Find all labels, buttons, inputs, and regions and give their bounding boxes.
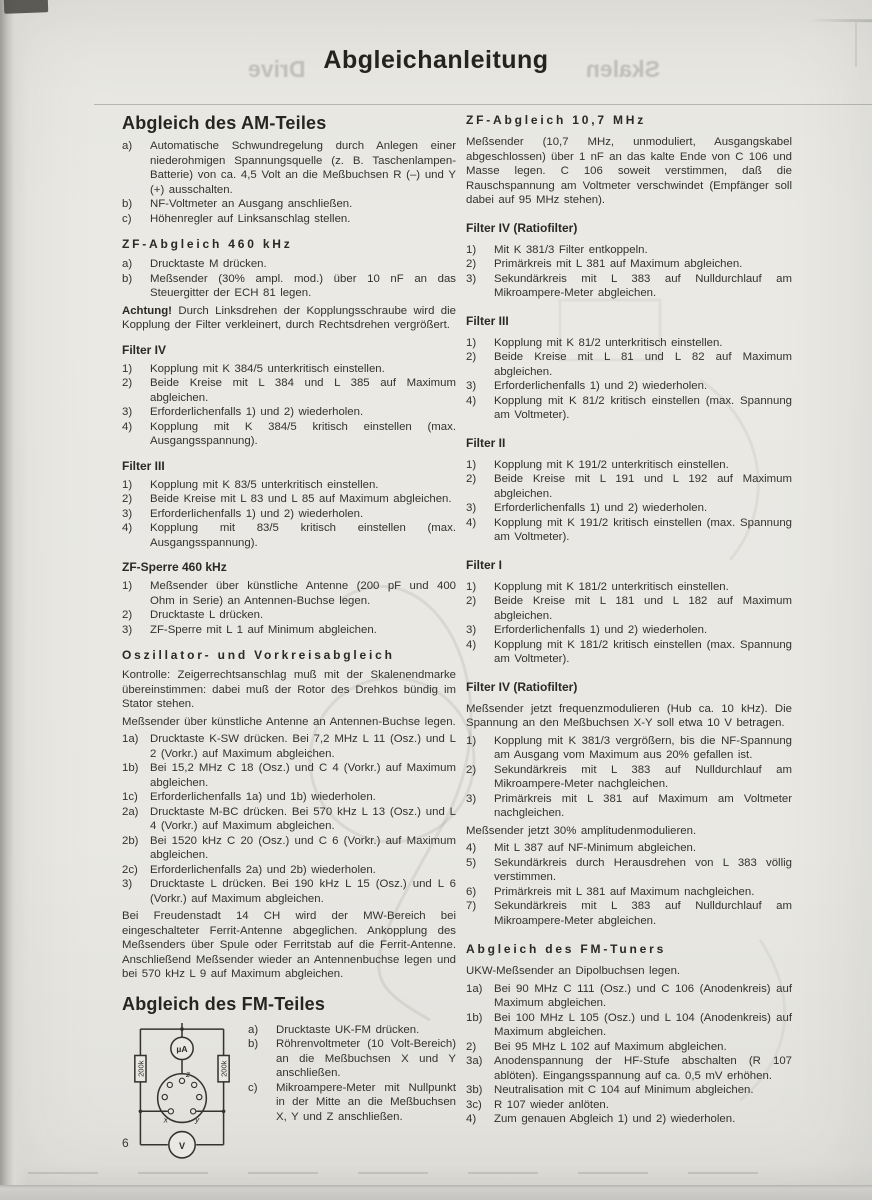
section-heading: Filter III: [466, 313, 509, 328]
list-item: [122, 732, 456, 761]
item-marker: 1): [122, 580, 133, 592]
item-marker: 3): [122, 623, 133, 636]
item-text: Drucktaste M drücken.: [150, 258, 267, 270]
item-text: Kopplung mit K 181/2 kritisch einstellen (max. Spannung am Voltmeter).: [494, 638, 792, 665]
item-text: Primärkreis mit L 381 auf Maximum nachgleichen.: [494, 885, 755, 898]
item-marker: 1a): [466, 982, 483, 995]
item-marker: c): [122, 212, 132, 225]
list-item: [466, 885, 792, 900]
resistor-left-label: 200k: [136, 1059, 146, 1077]
item-text: Kopplung mit K 384/5 unterkritisch einstellen.: [150, 362, 385, 375]
list-item: [122, 623, 456, 638]
list-item: [122, 420, 456, 449]
instruction-list: [122, 362, 456, 449]
item-text: Kopplung mit K 381/3 vergrößern, bis die NF-Spannung am Ausgang vom Maximum aus 20% gefallen ist.: [494, 734, 792, 761]
list-item: [466, 379, 792, 394]
list-item: [466, 336, 792, 351]
list-item: [466, 257, 792, 272]
list-item: [122, 492, 456, 507]
showthrough-word: Skalen: [585, 56, 660, 82]
section-heading: ZF-Abgleich 460 kHz: [122, 237, 293, 251]
item-marker: 2a): [122, 805, 139, 818]
instruction-list: [122, 478, 456, 551]
paragraph: Meßsender (10,7 MHz, unmoduliert, Ausgangskabel abgeschlossen) über 1 nF an das kalte Ende von C 106 und Masse legen. C 106 soweit verstimmen, daß die Rauschspannung am Voltmeter verschwindet (Empfänger soll dabei auf 95 MHz stehen).: [466, 136, 792, 206]
instruction-list: [466, 458, 792, 545]
item-marker: 1): [466, 243, 477, 256]
list-item: [122, 272, 456, 301]
item-marker: 2): [466, 258, 477, 270]
item-marker: 2): [122, 609, 133, 621]
instruction-list: [122, 257, 456, 301]
scan-scratch-line: [28, 1172, 798, 1174]
list-item: [122, 834, 456, 863]
item-marker: 4): [466, 394, 477, 407]
page-bottom-edge: [0, 1185, 872, 1200]
left-column: [122, 113, 456, 1168]
item-text: Neutralisation mit C 104 auf Minimum abgleichen.: [494, 1084, 754, 1096]
item-text: Erforderlichenfalls 2a) und 2b) wiederholen.: [150, 863, 376, 876]
item-marker: 4): [466, 1113, 477, 1125]
item-marker: 3): [122, 406, 133, 418]
paragraph: Meßsender über künstliche Antenne an Antennen-Buchse legen.: [122, 715, 456, 728]
list-item: [466, 1098, 792, 1113]
list-item: [122, 197, 456, 212]
item-marker: 1b): [466, 1011, 483, 1024]
list-item: [466, 982, 792, 1011]
list-item: [466, 1112, 792, 1127]
section-heading: Abgleich des FM-Tuners: [466, 942, 667, 956]
list-item: [248, 1023, 456, 1038]
item-text: Bei 1520 kHz C 20 (Osz.) und C 6 (Vorkr.) auf Maximum abgleichen.: [150, 834, 456, 861]
list-item: [248, 1037, 456, 1081]
item-text: Kopplung mit K 191/2 kritisch einstellen (max. Spannung am Voltmeter).: [494, 516, 792, 543]
list-item: [466, 763, 792, 792]
item-text: Beide Kreise mit L 181 und L 182 auf Maximum abgleichen.: [494, 595, 792, 622]
section-heading: ZF-Sperre 460 kHz: [122, 560, 227, 574]
list-item: [466, 623, 792, 638]
item-marker: 3): [466, 272, 477, 285]
item-marker: 3): [466, 380, 477, 392]
item-marker: 3): [122, 507, 133, 520]
list-item: [122, 579, 456, 608]
item-text: Sekundärkreis mit L 383 auf Nulldurchlauf am Mikroampere-Meter nachgleichen.: [494, 763, 792, 790]
section-heading: Oszillator- und Vorkreisabgleich: [122, 648, 395, 662]
list-item: [122, 790, 456, 805]
item-text: Mit L 387 auf NF-Minimum abgleichen.: [494, 842, 697, 854]
item-text: Erforderlichenfalls 1) und 2) wiederholen.: [494, 380, 708, 392]
section-heading: ZF-Abgleich 10,7 MHz: [466, 113, 647, 127]
list-item: [122, 478, 456, 493]
item-marker: 3): [466, 792, 477, 805]
page-fold-horizontal: [808, 19, 872, 22]
list-item: [466, 638, 792, 667]
item-text: Erforderlichenfalls 1) und 2) wiederholen.: [150, 507, 364, 520]
item-text: Erforderlichenfalls 1) und 2) wiederholen.: [150, 406, 364, 418]
voltmeter-label: V: [178, 1140, 186, 1151]
item-marker: 3a): [466, 1055, 483, 1067]
item-marker: 4): [466, 842, 477, 854]
item-marker: 2): [466, 595, 477, 607]
instruction-list: [122, 732, 456, 906]
list-item: [122, 257, 456, 272]
gutter-shadow: [0, 0, 30, 1200]
item-marker: 1): [466, 580, 477, 593]
instruction-list: [466, 243, 792, 301]
item-marker: b): [122, 272, 133, 285]
figure-items: [248, 1021, 456, 1125]
instruction-list: [466, 841, 792, 928]
item-text: Drucktaste L drücken.: [150, 609, 264, 621]
item-text: Mikroampere-Meter mit Nullpunkt in der Mitte an die Meßbuchsen X, Y und Z anschließen.: [276, 1081, 456, 1123]
item-text: Erforderlichenfalls 1a) und 1b) wiederholen.: [150, 791, 376, 803]
item-text: Bei 15,2 MHz C 18 (Osz.) und C 4 (Vorkr.) auf Maximum abgleichen.: [150, 762, 456, 789]
item-marker: 4): [122, 522, 133, 534]
item-text: Primärkreis mit L 381 auf Maximum abgleichen.: [494, 258, 743, 270]
item-marker: 2): [466, 351, 477, 363]
item-text: Automatische Schwundregelung durch Anlegen einer niederohmigen Spannungsquelle (z. B. Taschenlampen-Batterie) von ca. 4,5 Volt an die Meßbuchsen R (–) und Y (+) ausschalten.: [150, 140, 456, 196]
list-item: [466, 501, 792, 516]
list-item: [122, 139, 456, 197]
list-item: [466, 580, 792, 595]
section-heading: Filter IV: [122, 342, 167, 357]
item-marker: 4): [466, 638, 477, 651]
list-item: [466, 899, 792, 928]
list-item: [466, 1011, 792, 1040]
item-text: Kopplung mit K 81/2 kritisch einstellen (max. Spannung am Voltmeter).: [494, 394, 792, 421]
item-text: Anodenspannung der HF-Stufe abschalten (R 107 ablöten). Eingangsspannung auf ca. 0,5 mV erhöhen.: [494, 1055, 792, 1082]
list-item: [466, 841, 792, 856]
item-text: R 107 wieder anlöten.: [494, 1098, 609, 1111]
list-item: [122, 376, 456, 405]
item-marker: 2): [466, 1040, 477, 1053]
item-text: ZF-Sperre mit L 1 auf Minimum abgleichen.: [150, 623, 377, 636]
list-item: [122, 805, 456, 834]
instruction-list: [466, 580, 792, 667]
section-heading: Abgleich des AM-Teiles: [122, 113, 327, 133]
item-marker: 3): [466, 502, 477, 514]
header-rule: [94, 104, 872, 105]
item-marker: 2): [122, 377, 133, 389]
item-marker: 1c): [122, 791, 138, 803]
list-item: [122, 521, 456, 550]
item-marker: 6): [466, 885, 477, 898]
item-marker: 3): [122, 878, 133, 890]
item-marker: 2): [466, 763, 477, 776]
item-marker: 7): [466, 900, 477, 912]
list-item: [122, 212, 456, 227]
item-text: Erforderlichenfalls 1) und 2) wiederholen.: [494, 624, 708, 636]
resistor-right-label: 200k: [219, 1059, 229, 1077]
list-item: [466, 472, 792, 501]
item-text: Drucktaste M-BC drücken. Bei 570 kHz L 13 (Osz.) und L 4 (Vorkr.) auf Maximum abgleichen.: [150, 805, 456, 832]
item-text: Bei 95 MHz L 102 auf Maximum abgleichen.: [494, 1040, 727, 1053]
item-marker: 1): [122, 362, 133, 375]
list-item: [466, 458, 792, 473]
item-text: Zum genauen Abgleich 1) und 2) wiederholen.: [494, 1113, 736, 1125]
item-marker: a): [122, 258, 133, 270]
fm-alignment-figure: [122, 1021, 456, 1168]
section-heading: Filter II: [466, 435, 506, 450]
pin-x-label: x: [163, 1114, 168, 1124]
item-text: Meßsender über künstliche Antenne (200 pF und 400 Ohm in Serie) an Antennen-Buchse legen.: [150, 580, 456, 607]
item-text: Beide Kreise mit L 384 und L 385 auf Maximum abgleichen.: [150, 377, 456, 404]
list-item: [466, 1083, 792, 1098]
paragraph: Meßsender jetzt 30% amplitudenmodulieren.: [466, 824, 697, 837]
item-text: Kopplung mit K 384/5 kritisch einstellen (max. Ausgangsspannung).: [150, 420, 456, 447]
item-text: Drucktaste L drücken. Bei 190 kHz L 15 (Osz.) und L 6 (Vorkr.) auf Maximum abgleichen.: [150, 878, 456, 905]
showthrough-word: Drive: [248, 56, 306, 82]
item-text: Primärkreis mit L 381 auf Maximum am Voltmeter nachgleichen.: [494, 792, 792, 819]
list-item: [466, 792, 792, 821]
list-item: [466, 243, 792, 258]
ammeter-label: µA: [176, 1043, 188, 1054]
list-item: [466, 1054, 792, 1083]
page-title: Abgleichanleitung: [323, 46, 549, 74]
item-text: Röhrenvoltmeter (10 Volt-Bereich) an die Meßbuchsen X und Y anschließen.: [276, 1038, 456, 1079]
item-text: Beide Kreise mit L 83 und L 85 auf Maximum abgleichen.: [150, 493, 452, 505]
list-item: [122, 362, 456, 377]
item-text: Beide Kreise mit L 191 und L 192 auf Maximum abgleichen.: [494, 473, 792, 500]
item-marker: 1a): [122, 733, 139, 745]
right-column: [466, 113, 792, 1168]
list-item: [122, 877, 456, 906]
list-item: [466, 734, 792, 763]
instruction-list: [466, 734, 792, 821]
paragraph-lead: Achtung!: [122, 304, 172, 317]
section-heading: Filter I: [466, 557, 503, 572]
list-item: [466, 350, 792, 379]
instruction-list: [466, 982, 792, 1127]
item-text: Mit K 381/3 Filter entkoppeln.: [494, 243, 648, 256]
content-columns: [122, 113, 792, 1168]
item-text: Drucktaste K-SW drücken. Bei 7,2 MHz L 11 (Osz.) und L 2 (Vorkr.) auf Maximum abgleichen.: [150, 733, 456, 760]
item-text: Kopplung mit K 83/5 unterkritisch einstellen.: [150, 478, 379, 491]
list-item: [122, 863, 456, 878]
item-text: Bei 100 MHz L 105 (Osz.) und L 104 (Anodenkreis) auf Maximum abgleichen.: [494, 1011, 792, 1038]
circuit-diagram: [122, 1021, 248, 1168]
section-heading: Filter IV (Ratiofilter): [466, 220, 578, 235]
item-marker: c): [248, 1081, 258, 1094]
item-marker: 1): [122, 478, 133, 491]
item-marker: 1): [466, 458, 477, 471]
item-marker: 2): [466, 473, 477, 485]
section-heading: Filter III: [122, 458, 165, 473]
item-text: Kopplung mit K 181/2 unterkritisch einstellen.: [494, 580, 729, 593]
item-text: Sekundärkreis durch Herausdrehen von L 383 völlig verstimmen.: [494, 856, 792, 883]
instruction-list: [122, 579, 456, 637]
item-marker: 3): [466, 624, 477, 636]
item-marker: 3c): [466, 1098, 482, 1111]
item-marker: a): [122, 140, 133, 152]
list-item: [122, 405, 456, 420]
section-heading: Filter IV (Ratiofilter): [466, 679, 578, 694]
list-item: [466, 272, 792, 301]
scan-corner-mark: [4, 0, 49, 14]
item-text: Erforderlichenfalls 1) und 2) wiederholen.: [494, 502, 708, 514]
list-item: [466, 394, 792, 423]
item-marker: 2b): [122, 834, 139, 847]
list-item: [248, 1081, 456, 1125]
item-marker: 2): [122, 493, 133, 505]
item-text: Sekundärkreis mit L 383 auf Nulldurchlauf am Mikroampere-Meter abgleichen.: [494, 272, 792, 299]
paragraph: Kontrolle: Zeigerrechtsanschlag muß mit der Skalenendmarke übereinstimmen: dabei muß der Rotor des Drehkos bündig im Stator stehen.: [122, 669, 456, 710]
item-marker: 2c): [122, 863, 138, 876]
list-item: [466, 594, 792, 623]
instruction-list: [466, 336, 792, 423]
list-item: [122, 507, 456, 522]
list-item: [466, 1040, 792, 1055]
item-marker: 1): [466, 734, 477, 747]
paragraph: Achtung! Durch Linksdrehen der Kopplungsschraube wird die Kopplung der Filter verkleinert, durch Rechtsdrehen vergrößert.: [122, 304, 456, 331]
item-marker: 4): [122, 420, 133, 433]
paragraph: UKW-Meßsender an Dipolbuchsen legen.: [466, 965, 681, 977]
item-text: Meßsender (30% ampl. mod.) über 10 nF an das Steuergitter der ECH 81 legen.: [150, 272, 456, 299]
item-marker: b): [122, 198, 133, 210]
item-marker: 3b): [466, 1084, 483, 1096]
list-item: [122, 761, 456, 790]
item-text: Bei 90 MHz C 111 (Osz.) und C 106 (Anodenkreis) auf Maximum abgleichen.: [494, 982, 792, 1009]
section-heading: Abgleich des FM-Teiles: [122, 993, 326, 1014]
item-marker: 5): [466, 856, 477, 869]
paragraph: Bei Freudenstadt 14 CH wird der MW-Bereich bei eingeschalteter Ferrit-Antenne abgeglichen. Ankopplung des Meßsenders über Spule oder Ferritstab auf die Ferrit-Antenne. Anschließend Meßsender wieder an Antennenbuchse legen und bei 570 kHz L 9 auf Maximum abgleichen.: [122, 910, 456, 980]
item-text: Kopplung mit 83/5 kritisch einstellen (max. Ausgangsspannung).: [150, 522, 456, 549]
item-text: Drucktaste UK-FM drücken.: [276, 1023, 420, 1036]
page-number: 6: [122, 1136, 129, 1150]
item-marker: 4): [466, 516, 477, 529]
list-item: [466, 856, 792, 885]
list-item: [122, 608, 456, 623]
paragraph: Meßsender jetzt frequenzmodulieren (Hub ca. 10 kHz). Die Spannung an den Meßbuchsen X-Y soll etwa 10 V betragen.: [466, 702, 792, 729]
item-text: Höhenregler auf Linksanschlag stellen.: [150, 212, 351, 225]
pin-y-label: y: [195, 1114, 200, 1124]
item-marker: 1b): [122, 762, 139, 774]
item-text: Sekundärkreis mit L 383 auf Nulldurchlauf am Mikroampere-Meter abgleichen.: [494, 900, 792, 927]
item-marker: a): [248, 1023, 259, 1036]
item-marker: b): [248, 1038, 259, 1050]
item-text: Beide Kreise mit L 81 und L 82 auf Maximum abgleichen.: [494, 351, 792, 378]
item-text: Kopplung mit K 191/2 unterkritisch einstellen.: [494, 458, 729, 471]
pin-z-label: z: [186, 1069, 191, 1079]
instruction-list: [122, 139, 456, 226]
item-text: Kopplung mit K 81/2 unterkritisch einstellen.: [494, 336, 723, 349]
item-marker: 1): [466, 336, 477, 349]
list-item: [466, 516, 792, 545]
item-text: NF-Voltmeter an Ausgang anschließen.: [150, 198, 353, 210]
